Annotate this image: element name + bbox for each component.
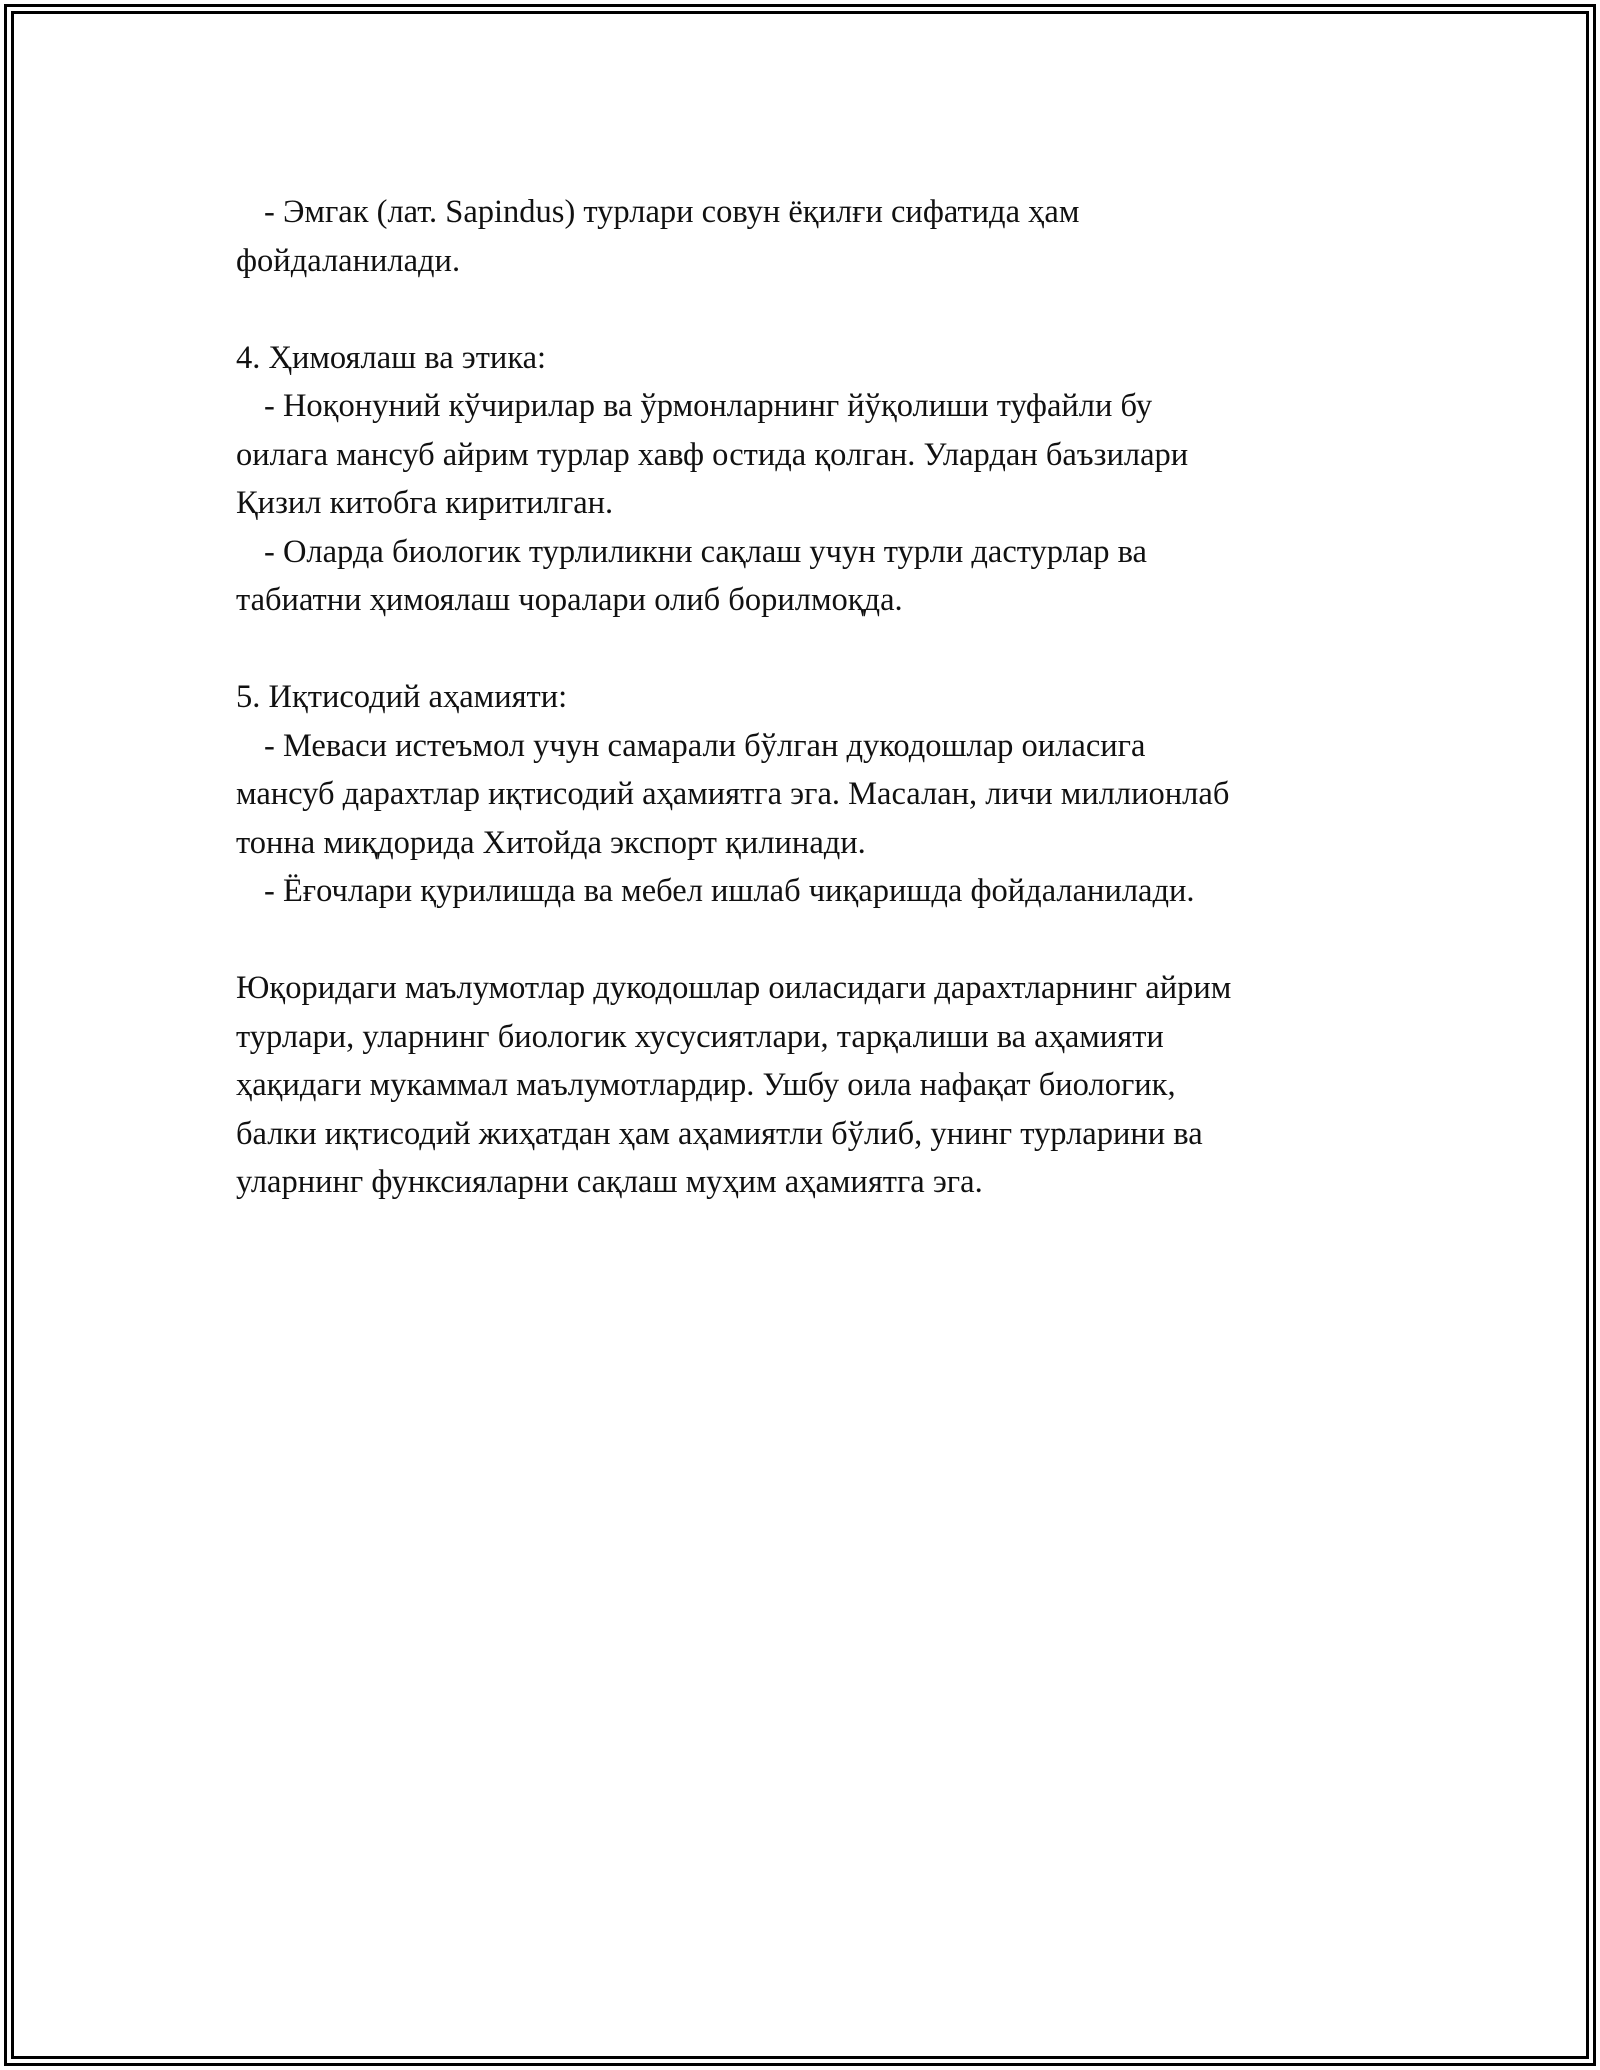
bullet-timber <box>236 867 1386 916</box>
text-line: оилага мансуб айрим турлар хавф остида қолган. Улардан баъзилари <box>236 436 1189 473</box>
text-line: турлари, уларнинг биологик хусусиятлари, тарқалиши ва аҳамияти <box>236 1018 1164 1055</box>
text-line: - Меваси истеъмол учун самарали бўлган дукодошлар оиласига <box>264 727 1146 764</box>
text-line: Қизил китобга киритилган. <box>236 485 614 521</box>
text-line: - Ёғочлари қурилишда ва мебел ишлаб чиқаришда фойдаланилади. <box>264 873 1195 909</box>
text-line: уларнинг функсияларни сақлаш муҳим аҳамиятга эга. <box>236 1164 983 1200</box>
text-line: - Эмгак (лат. Sapindus) турлари совун ёқилғи сифатида ҳам <box>264 194 1080 230</box>
text-line: балки иқтисодий жиҳатдан ҳам аҳамиятли бўлиб, унинг турларини ва <box>236 1115 1203 1152</box>
paragraph-gap <box>236 916 1386 965</box>
bullet-sapindus <box>236 188 1386 285</box>
text-line: ҳақидаги мукаммал маълумотлардир. Ушбу оила нафақат биологик, <box>236 1067 1176 1103</box>
bullet-endangered-species <box>236 382 1386 528</box>
bullet-conservation-programs <box>236 528 1386 625</box>
section-heading-protection: 4. Ҳимоялаш ва этика: <box>236 339 547 376</box>
text-line: Юқоридаги маълумотлар дукодошлар оиласидаги дарахтларнинг айрим <box>236 970 1232 1006</box>
text-line: - Ноқонуний кўчирилар ва ўрмонларнинг йўқолиши туфайли бу <box>264 388 1153 424</box>
text-line: - Оларда биологик турлиликни сақлаш учун турли дастурлар ва <box>264 533 1147 570</box>
bullet-fruit-trees <box>236 722 1386 868</box>
conclusion-paragraph <box>236 964 1386 1207</box>
document-body <box>236 188 1386 1207</box>
text-line: табиатни ҳимоялаш чоралари олиб борилмоқда. <box>236 582 903 618</box>
text-line: тонна миқдорида Хитойда экспорт қилинади. <box>236 824 866 861</box>
paragraph-gap <box>236 285 1386 334</box>
section-heading-economic: 5. Иқтисодий аҳамияти: <box>236 679 568 715</box>
paragraph-gap <box>236 625 1386 674</box>
text-line: фойдаланилади. <box>236 242 461 279</box>
text-line: мансуб дарахтлар иқтисодий аҳамиятга эга. Масалан, личи миллионлаб <box>236 776 1230 812</box>
